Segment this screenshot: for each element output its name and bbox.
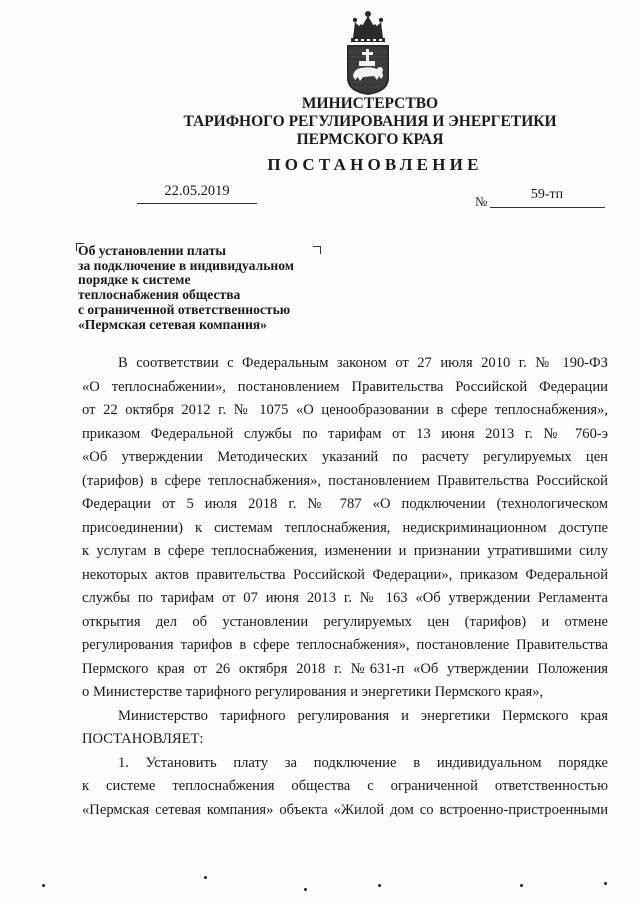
body-line: регулирования тарифов в сфере теплоснабжения», постановление Правительства bbox=[82, 637, 608, 653]
body-line: Федерации от 5 июля 2018 г. № 787 «О подключении (технологическом bbox=[82, 496, 608, 512]
title-line: Об установлении платы bbox=[78, 243, 227, 258]
body-line: службы по тарифам от 07 июня 2013 г. № 163 «Об утверждении Регламента bbox=[82, 590, 608, 606]
document-number: 59-тп bbox=[530, 187, 564, 202]
body-line: «Пермская сетевая компания» объекта «Жилой дом со встроенно-пристроенными bbox=[82, 801, 608, 818]
document-body bbox=[82, 352, 608, 822]
title-line: за подключение в индивидуальном bbox=[78, 257, 295, 273]
body-line: «Об утверждении Методических указаний по расчету регулируемых цен bbox=[82, 449, 608, 465]
body-line: В соответствии с Федеральным законом от 27 июля 2010 г. № 190-ФЗ bbox=[118, 355, 608, 371]
document-date: 22.05.2019 bbox=[164, 183, 230, 199]
body-line: о Министерстве тарифного регулирования и энергетики Пермского края», bbox=[82, 684, 544, 700]
body-line: открытия дел об установлении регулируемых цен (тарифов) и отмене bbox=[82, 613, 608, 630]
document-type-heading: ПОСТАНОВЛЕНИЕ bbox=[267, 155, 483, 174]
ministry-header bbox=[150, 95, 590, 149]
title-line: «Пермская сетевая компания» bbox=[78, 316, 267, 332]
body-line: Пермского края от 26 октября 2018 г. №631-п «Об утверждении Положения bbox=[82, 660, 608, 677]
header-line: ПЕРМСКОГО КРАЯ bbox=[296, 131, 444, 148]
body-line: присоединении) к системам теплоснабжения, недискриминационном доступе bbox=[82, 519, 608, 536]
body-line: некоторых актов правительства Российской Федерации», приказом Федеральной bbox=[82, 566, 608, 583]
title-line: порядке к системе bbox=[78, 272, 191, 288]
body-line: от 22 октября 2012 г. № 1075 «О ценообразовании в сфере теплоснабжения», bbox=[82, 402, 608, 418]
number-sign: № bbox=[475, 194, 488, 209]
number-underline bbox=[490, 207, 605, 208]
body-line: Министерство тарифного регулирования и энергетики Пермского края bbox=[118, 707, 608, 724]
body-line: приказом Федеральной службы по тарифам от 13 июня 2013 г. № 760-э bbox=[82, 425, 608, 442]
body-line: к системе теплоснабжения общества с ограниченной ответственностью bbox=[82, 778, 608, 794]
header-line: ТАРИФНОГО РЕГУЛИРОВАНИЯ И ЭНЕРГЕТИКИ bbox=[183, 113, 557, 130]
body-line: ПОСТАНОВЛЯЕТ: bbox=[82, 731, 204, 747]
document-title bbox=[78, 244, 328, 332]
coat-of-arms-emblem bbox=[339, 8, 397, 96]
date-underline bbox=[137, 203, 257, 204]
body-line: (тарифов) в сфере теплоснабжения», постановлением Правительства Российской bbox=[82, 472, 608, 489]
body-line: к услугам в сфере теплоснабжения, изменении и признании утратившими силу bbox=[82, 543, 608, 559]
title-line: теплоснабжения общества bbox=[78, 287, 241, 303]
title-line: с ограниченной ответственностью bbox=[78, 301, 291, 317]
body-line: 1. Установить плату за подключение в индивидуальном порядке bbox=[118, 754, 608, 771]
body-line: «О теплоснабжении», постановлением Правительства Российской Федерации bbox=[82, 378, 608, 395]
header-line: МИНИСТЕРСТВО bbox=[301, 95, 439, 112]
